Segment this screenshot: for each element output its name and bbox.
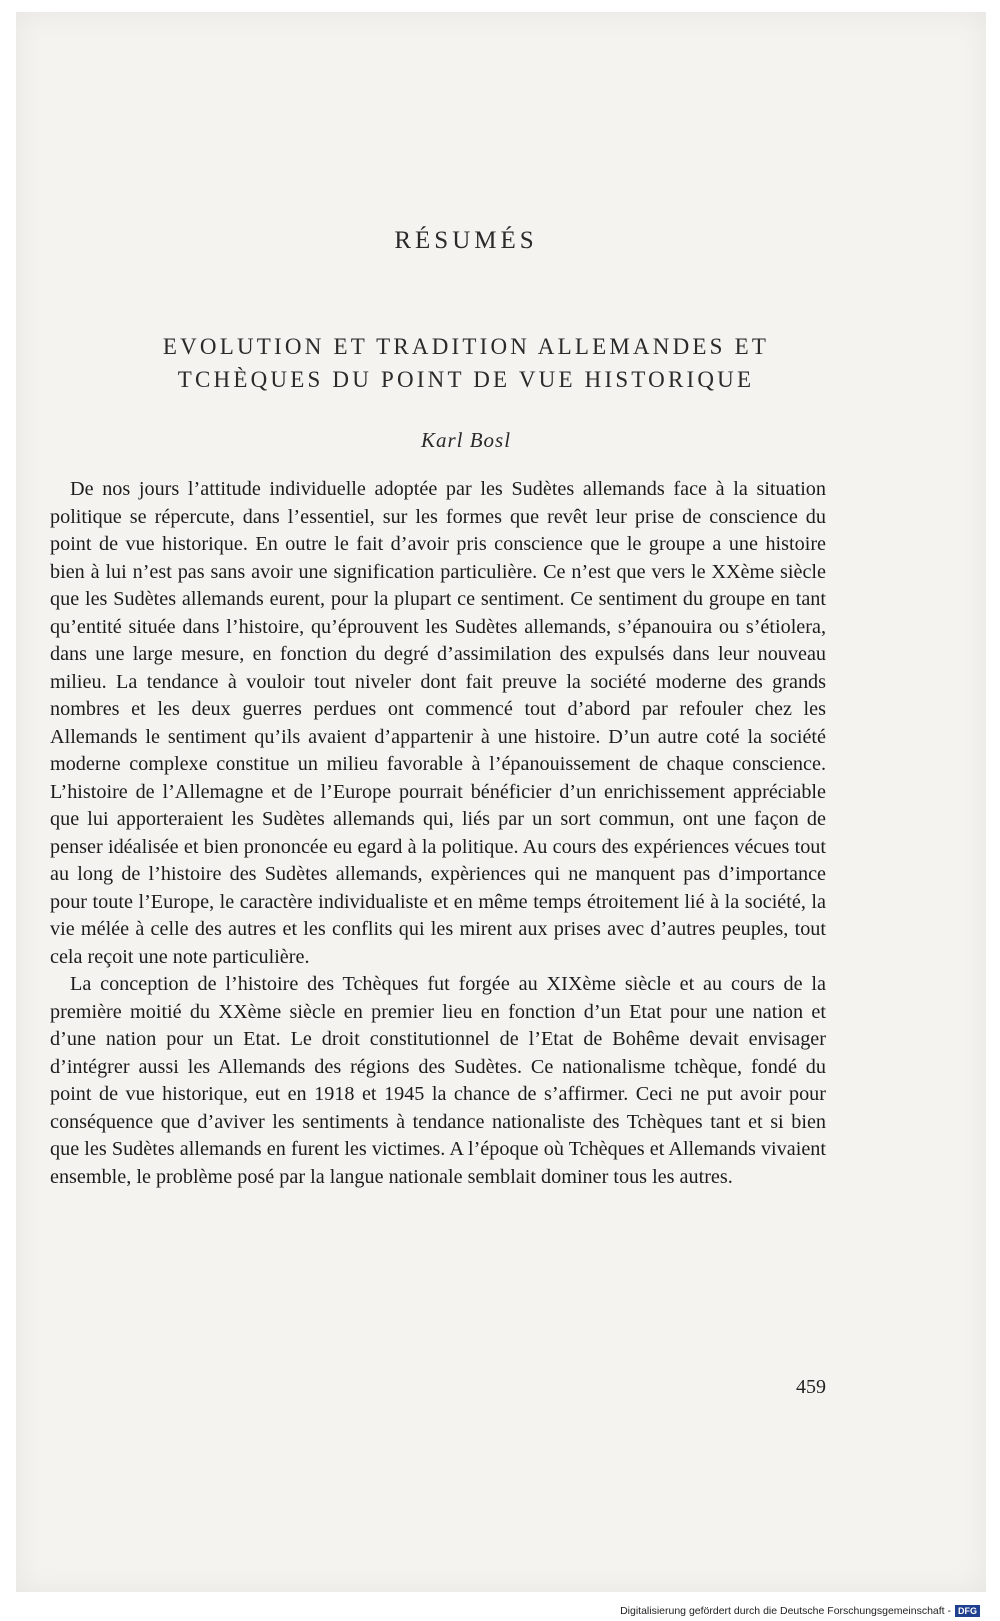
paragraph-2: La conception de l’histoire des Tchèques fut forgée au XIXème siècle et au cours de la première moitié du XXème siècle en premier lieu en fonction d’un Etat pour une nation et d’une nation pour un Etat. Le droit constitutionnel de l’Etat de Bohême devait envisager d’intégrer aussi les Allemands des régions des Sudètes. Ce nationalisme tchèque, fondé du point de vue historique, eut en 1918 et 1945 la chance de s’affirmer. Ceci ne put avoir pour conséquence que d’aviver les sentiments à tendance nationaliste des Tchèques tant et si bien que les Sudètes allemands en furent les victimes. A l’époque où Tchèques et Allemands vivaient ensemble, le problème posé par la langue nationale semblait dominer tous les autres. [50, 973, 826, 1188]
paragraph-1: De nos jours l’attitude individuelle adoptée par les Sudètes allemands face à la situation politique se répercute, dans l’essentiel, sur les formes que revêt leur prise de conscience du point de vue historique. En outre le fait d’avoir pris conscience que le groupe a une histoire bien à lui n’est pas sans avoir une signification particulière. Ce n’est que vers le XXème siècle que les Sudètes allemands eurent, pour la plupart ce sentiment. Ce sentiment du groupe en tant qu’entité située dans l’histoire, qu’éprouvent les Sudètes allemands, s’épanouira ou s’étiolera, dans une large mesure, en fonction du degré d’assimilation des expulsés dans leur nouveau milieu. La tendance à vouloir tout niveler dont fait preuve la société moderne des grands nombres et les deux guerres perdues ont commencé tout d’abord par refouler chez les Allemands le sentiment qu’ils avaient d’appartenir à une histoire. D’un autre coté la société moderne complexe constitue un milieu favorable à l’épanouissement de chaque conscience. L’histoire de l’Allemagne et de l’Europe pourrait bénéficier d’un enrichissement appréciable que lui apporteraient les Sudètes allemands qui, liés par un sort commun, ont une façon de penser idéalisée et bien prononcée eu egard à la politique. Au cours des expériences vécues tout au long de l’histoire des Sudètes allemands, expèriences qui ne manquent pas d’importance pour toute l’Europe, le caractère individualiste et en même temps étroitement lié à la société, la vie mélée à celle des autres et les conflits qui les mirent aux prises avec d’autres peuples, tout cela reçoit une note particulière. [50, 478, 826, 968]
dfg-logo: DFG [955, 1605, 980, 1617]
digitization-footer [620, 1603, 980, 1619]
scanned-page [16, 12, 986, 1592]
article-title [16, 330, 916, 396]
section-title: RÉSUMÉS [394, 227, 538, 254]
article-body [50, 476, 826, 1191]
article-title-line-2: TCHÈQUES DU POINT DE VUE HISTORIQUE [177, 367, 755, 392]
author-name: Karl Bosl [420, 428, 512, 452]
footer-text: Digitalisierung gefördert durch die Deutsche Forschungsgemeinschaft - [620, 1605, 951, 1617]
article-title-line-1: EVOLUTION ET TRADITION ALLEMANDES ET [162, 334, 770, 359]
page-number: 459 [796, 1376, 826, 1398]
